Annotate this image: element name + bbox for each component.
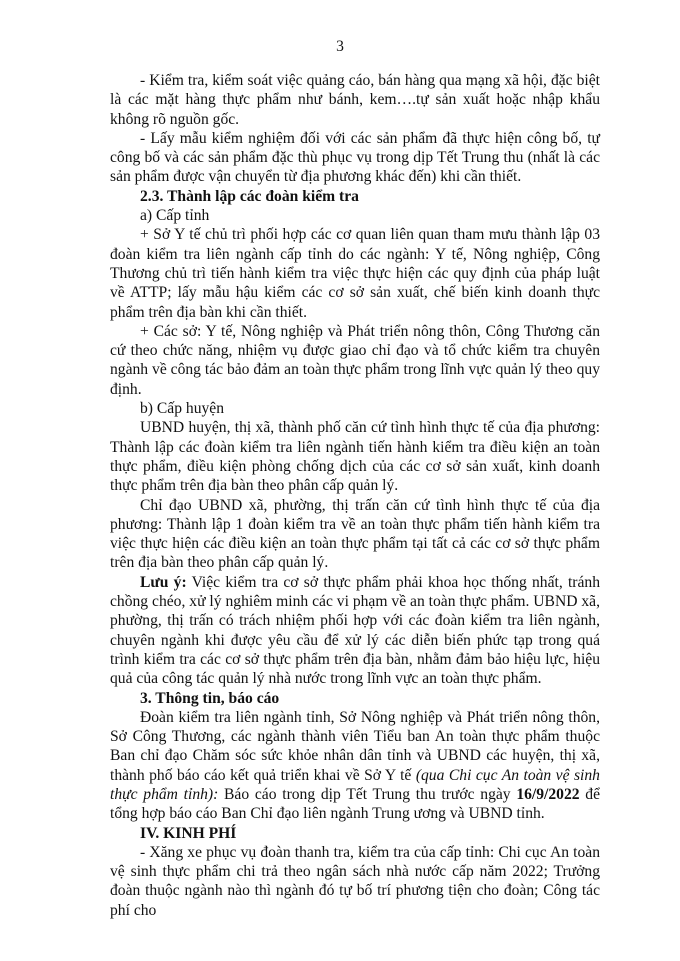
heading-iv: IV. KINH PHÍ [140, 824, 237, 842]
paragraph-sampling: - Lấy mẫu kiểm nghiệm đối với các sản phẩm đã thực hiện công bố, tự công bố và các sản phẩm đặc thù phục vụ trong dịp Tết Trung thu (nhất là các sản phẩm được vận chuyển từ địa phương khác đến) khi cần thiết. [110, 129, 600, 186]
page-number: 3 [336, 38, 344, 55]
document-body [110, 71, 600, 920]
paragraph-reporting [110, 708, 600, 824]
note-label: Lưu ý: [140, 573, 187, 591]
paragraph-note [110, 573, 600, 689]
reporting-text-3: để tổng hợp báo cáo Ban Chỉ đạo liên ngành Trung ương và UBND tỉnh. [110, 785, 601, 823]
paragraph-departments: + Các sở: Y tế, Nông nghiệp và Phát triển nông thôn, Công Thương căn cứ theo chức năng, nhiệm vụ được giao chỉ đạo và tổ chức kiểm tra chuyên ngành về công tác bảo đảm an toàn thực phẩm trong lĩnh vực quản lý theo quy định. [110, 322, 600, 398]
paragraph-funding: - Xăng xe phục vụ đoàn thanh tra, kiểm tra của cấp tỉnh: Chi cục An toàn vệ sinh thực phẩm chi trả theo ngân sách nhà nước cấp năm 2022; Trưởng đoàn thuộc ngành nào thì ngành đó tự bố trí phương tiện cho đoàn; Công tác phí cho [110, 843, 600, 919]
reporting-via-text: (qua Chi cục An toàn vệ sinh thực phẩm tỉnh): [110, 766, 600, 803]
subheading-provincial-level: a) Cấp tỉnh [140, 207, 210, 225]
paragraph-health-dept: + Sở Y tế chủ trì phối hợp các cơ quan liên quan tham mưu thành lập 03 đoàn kiểm tra liên ngành cấp tỉnh do các ngành: Y tế, Nông nghiệp, Công Thương chủ trì tiến hành kiểm tra việc thực hiện các quy định của pháp luật về ATTP; lấy mẫu hậu kiểm các cơ sở sản xuất, chế biến kinh doanh thực phẩm trên địa bàn khi cần thiết. [110, 226, 600, 321]
reporting-text-1: Đoàn kiểm tra liên ngành tỉnh, Sở Nông nghiệp và Phát triển nông thôn, Sở Công Thương, các ngành thành viên Tiểu ban An toàn thực phẩm thuộc Ban chỉ đạo Chăm sóc sức khỏe nhân dân tỉnh và UBND các huyện, thị xã, thành phố báo cáo kết quả triển khai về Sở Y tế [110, 708, 600, 784]
heading-3: 3. Thông tin, báo cáo [140, 689, 280, 707]
paragraph-commune-ubnd: Chỉ đạo UBND xã, phường, thị trấn căn cứ tình hình thực tế của địa phương: Thành lập 1 đoàn kiểm tra về an toàn thực phẩm tiến hành kiểm tra việc thực hiện các điều kiện an toàn thực phẩm tại tất cả các cơ sở thực phẩm trên địa bàn theo phân cấp quản lý. [110, 496, 600, 572]
subheading-district-level: b) Cấp huyện [140, 400, 225, 418]
paragraph-advertising-check: - Kiểm tra, kiểm soát việc quảng cáo, bán hàng qua mạng xã hội, đặc biệt là các mặt hàng thực phẩm như bánh, kem….tự sản xuất hoặc nhập khẩu không rõ nguồn gốc. [110, 72, 600, 128]
heading-2-3: 2.3. Thành lập các đoàn kiểm tra [140, 187, 359, 205]
reporting-deadline: 16/9/2022 [516, 785, 580, 803]
paragraph-district-ubnd: UBND huyện, thị xã, thành phố căn cứ tình hình thực tế của địa phương: Thành lập các đoàn kiểm tra liên ngành tiến hành kiểm tra điều kiện an toàn thực phẩm, điều kiện phòng chống dịch của các cơ sở sản xuất, kinh doanh thực phẩm trên địa bàn theo phân cấp quản lý. [110, 419, 600, 495]
note-text: Việc kiểm tra cơ sở thực phẩm phải khoa học thống nhất, tránh chồng chéo, xử lý nghiêm minh các vi phạm về an toàn thực phẩm. UBND xã, phường, thị trấn có trách nhiệm phối hợp với các đoàn kiểm tra liên ngành, chuyên ngành khi được yêu cầu để xử lý các diễn biến phức tạp trong quá trình kiểm tra các cơ sở thực phẩm trên địa bàn, nhằm đảm bảo hiệu lực, hiệu quả của công tác quản lý nhà nước trong lĩnh vực an toàn thực phẩm. [110, 573, 600, 688]
reporting-text-2: Báo cáo trong dịp Tết Trung thu trước ngày [218, 785, 517, 803]
